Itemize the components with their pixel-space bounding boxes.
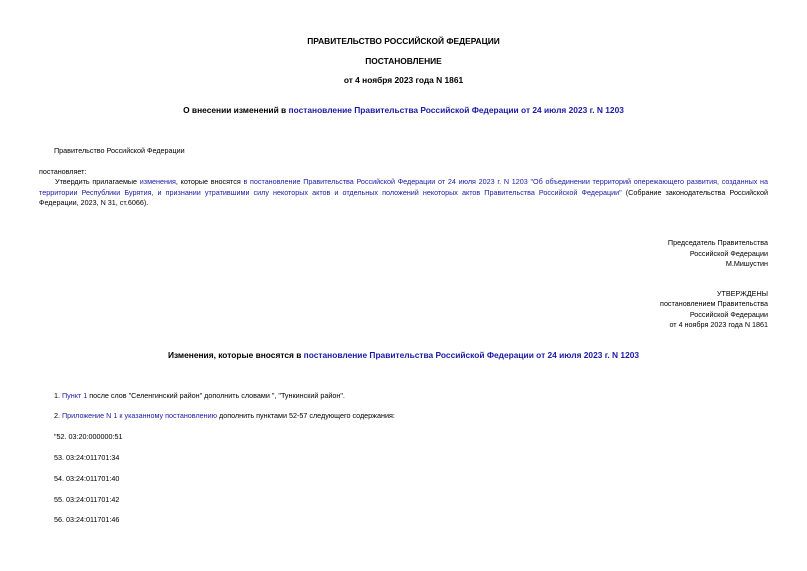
approved-line-1: УТВЕРЖДЕНЫ: [716, 289, 768, 298]
decides-text: постановляет:: [39, 167, 87, 176]
item-2: [54, 411, 395, 422]
p1-text-b: , которые вносятся: [175, 177, 244, 186]
code-row: "52. 03:20:000000:51: [54, 432, 123, 441]
doc-type-heading: ПОСТАНОВЛЕНИЕ: [365, 56, 442, 66]
approved-line-2: постановлением Правительства: [660, 299, 768, 308]
item-2-number: 2.: [54, 411, 62, 420]
code-row: 54. 03:24:011701:40: [54, 474, 120, 483]
resolution-1203-link[interactable]: в постановление Правительства Российской Федерации от 24 июля 2023 г. N 1203 "Об объединении территорий опережающего развития, созданных на территории Республики Бурятия, и признании утратившими силу некоторых актов и отдельных положений некоторых актов Правительства Российской Федерации": [39, 177, 769, 197]
item-2-text: дополнить пунктами 52-57 следующего содержания:: [217, 411, 395, 420]
title-link-resolution-1203[interactable]: постановление Правительства Российской Федерации от 24 июля 2023 г. N 1203: [288, 105, 624, 115]
body-paragraph: [39, 177, 768, 209]
code-row: 55. 03:24:011701:42: [54, 495, 120, 504]
approved-line-4: от 4 ноября 2023 года N 1861: [669, 320, 768, 329]
item-1: [54, 391, 345, 402]
item-1-link[interactable]: Пункт 1: [62, 391, 88, 400]
p1-text-c: (Собрание законодательства Российской Федерации, 2023, N 31, ст.6066).: [39, 187, 768, 208]
signature-line-2: Российской Федерации: [689, 249, 768, 258]
code-row: 53. 03:24:011701:34: [54, 453, 120, 462]
item-1-text: после слов "Селенгинский район" дополнить словами ", "Тункинский район".: [87, 391, 345, 400]
title-prefix: О внесении изменений в: [183, 105, 289, 115]
issuer-text: Правительство Российской Федерации: [54, 146, 185, 155]
approved-line-3: Российской Федерации: [689, 310, 768, 319]
changes-title-link[interactable]: постановление Правительства Российской Федерации от 24 июля 2023 г. N 1203: [303, 350, 640, 360]
doc-date-number: от 4 ноября 2023 года N 1861: [343, 75, 464, 85]
changes-title-prefix: Изменения, которые вносятся в: [167, 350, 304, 360]
item-1-number: 1.: [54, 391, 62, 400]
changes-title: [0, 350, 807, 360]
item-2-link[interactable]: Приложение N 1 к указанному постановлению: [62, 411, 218, 420]
signature-line-1: Председатель Правительства: [667, 238, 768, 247]
code-row: 56. 03:24:011701:46: [54, 515, 120, 524]
signature-name: М.Мишустин: [725, 259, 768, 268]
changes-link[interactable]: изменения: [139, 177, 176, 186]
p1-text-a: Утвердить прилагаемые: [55, 177, 140, 186]
government-heading: ПРАВИТЕЛЬСТВО РОССИЙСКОЙ ФЕДЕРАЦИИ: [307, 36, 500, 46]
document-title: [0, 105, 807, 115]
